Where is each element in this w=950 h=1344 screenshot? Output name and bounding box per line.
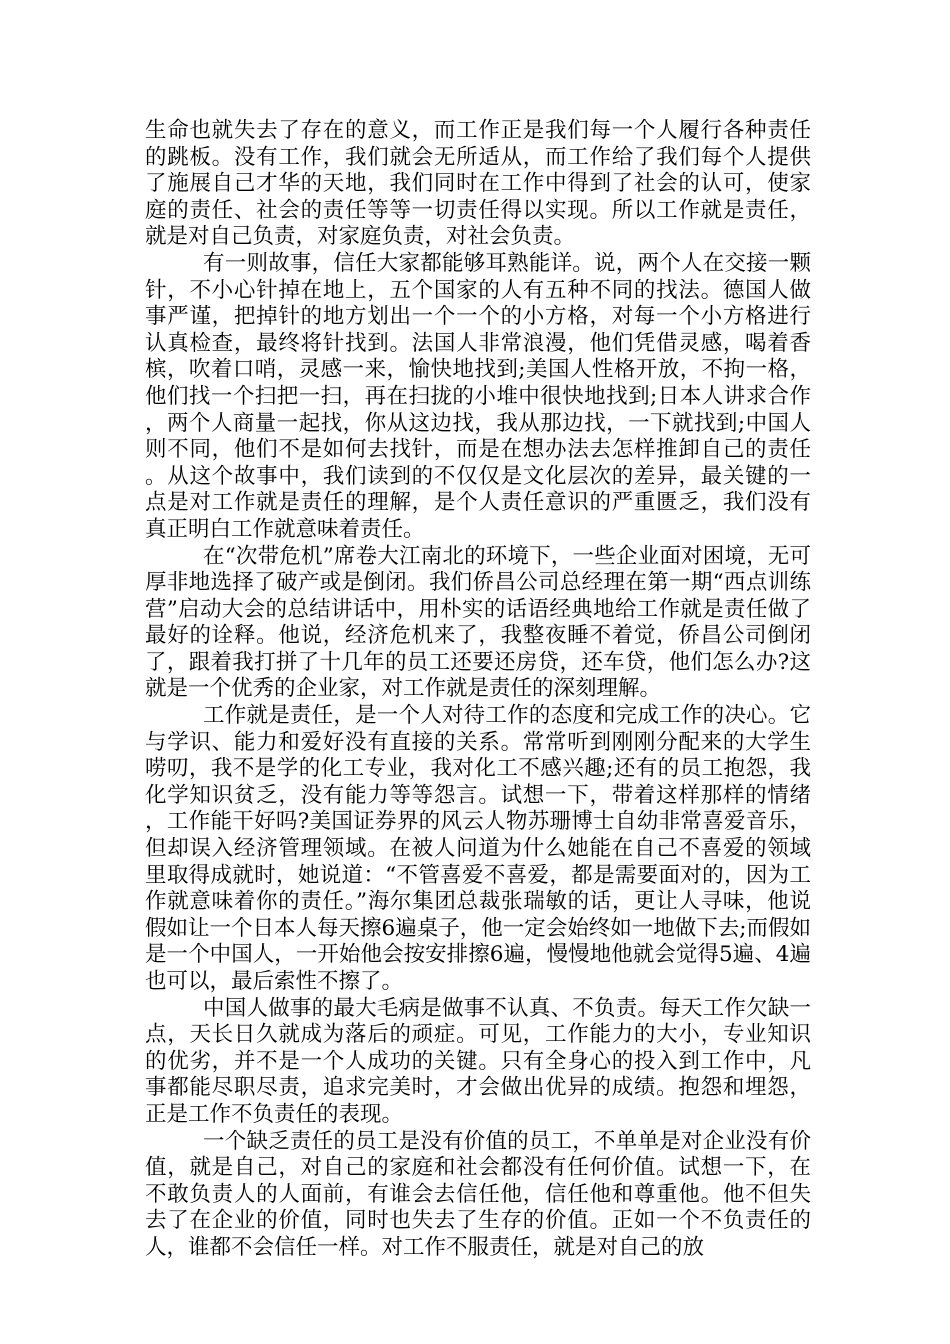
paragraph-5: 中国人做事的最大毛病是做事不认真、不负责。每天工作欠缺一点，天长日久就成为落后的顽症。可见，工作能力的大小，专业知识的优劣，并不是一个人成功的关键。只有全身心的投入到工作中，凡事都能尽职尽责，追求完美时，才会做出优异的成绩。抱怨和埋怨，正是工作不负责任的表现。 — [145, 995, 811, 1127]
paragraph-1: 生命也就失去了存在的意义，而工作正是我们每一个人履行各种责任的跳板。没有工作，我们就会无所适从，而工作给了我们每个人提供了施展自己才华的天地，我们同时在工作中得到了社会的认可，使家庭的责任、社会的责任等等一切责任得以实现。所以工作就是责任，就是对自己负责，对家庭负责，对社会负责。 — [145, 118, 811, 250]
document-body — [145, 118, 811, 1262]
paragraph-3: 在“次带危机”席卷大江南北的环境下，一些企业面对困境，无可厚非地选择了破产或是倒闭。我们侨昌公司总经理在第一期“西点训练营”启动大会的总结讲话中，用朴实的话语经典地给工作就是责任做了最好的诠释。他说，经济危机来了，我整夜睡不着觉，侨昌公司倒闭了，跟着我打拼了十几年的员工还要还房贷，还车贷，他们怎么办?这就是一个优秀的企业家，对工作就是责任的深刻理解。 — [145, 543, 811, 702]
paragraph-2: 有一则故事，信任大家都能够耳熟能详。说，两个人在交接一颗针，不小心针掉在地上，五个国家的人有五种不同的找法。德国人做事严谨，把掉针的地方划出一个一个的小方格，对每一个小方格进行认真检查，最终将针找到。法国人非常浪漫，他们凭借灵感，喝着香槟，吹着口哨，灵感一来，愉快地找到;美国人性格开放，不拘一格，他们找一个扫把一扫，再在扫拢的小堆中很快地找到;日本人讲求合作，两个人商量一起找，你从这边找，我从那边找，一下就找到;中国人则不同，他们不是如何去找针，而是在想办法去怎样推卸自己的责任。从这个故事中，我们读到的不仅仅是文化层次的差异，最关键的一点是对工作就是责任的理解，是个人责任意识的严重匮乏，我们没有真正明白工作就意味着责任。 — [145, 250, 811, 542]
paragraph-6: 一个缺乏责任的员工是没有价值的员工，不单单是对企业没有价值，就是自己，对自己的家庭和社会都没有任何价值。试想一下，在不敢负责人的人面前，有谁会去信任他，信任他和尊重他。他不但失去了在企业的价值，同时也失去了生存的价值。正如一个不负责任的人，谁都不会信任一样。对工作不服责任，就是对自己的放 — [145, 1128, 811, 1260]
paragraph-4: 工作就是责任，是一个人对待工作的态度和完成工作的决心。它与学识、能力和爱好没有直接的关系。常常听到刚刚分配来的大学生唠叨，我不是学的化工专业，我对化工不感兴趣;还有的员工抱怨，我化学知识贫乏，没有能力等等怨言。试想一下，带着这样那样的情绪，工作能干好吗?美国证券界的风云人物苏珊博士自幼非常喜爱音乐，但却误入经济管理领域。在被人问道为什么她能在自己不喜爱的领域里取得成就时，她说道：“不管喜爱不喜爱，都是需要面对的，因为工作就意味着你的责任。”海尔集团总裁张瑞敏的话，更让人寻味，他说假如让一个日本人每天擦6遍桌子，他一定会始终如一地做下去;而假如是一个中国人，一开始他会按安排擦6遍，慢慢地他就会觉得5遍、4遍也可以，最后索性不擦了。 — [145, 703, 811, 994]
